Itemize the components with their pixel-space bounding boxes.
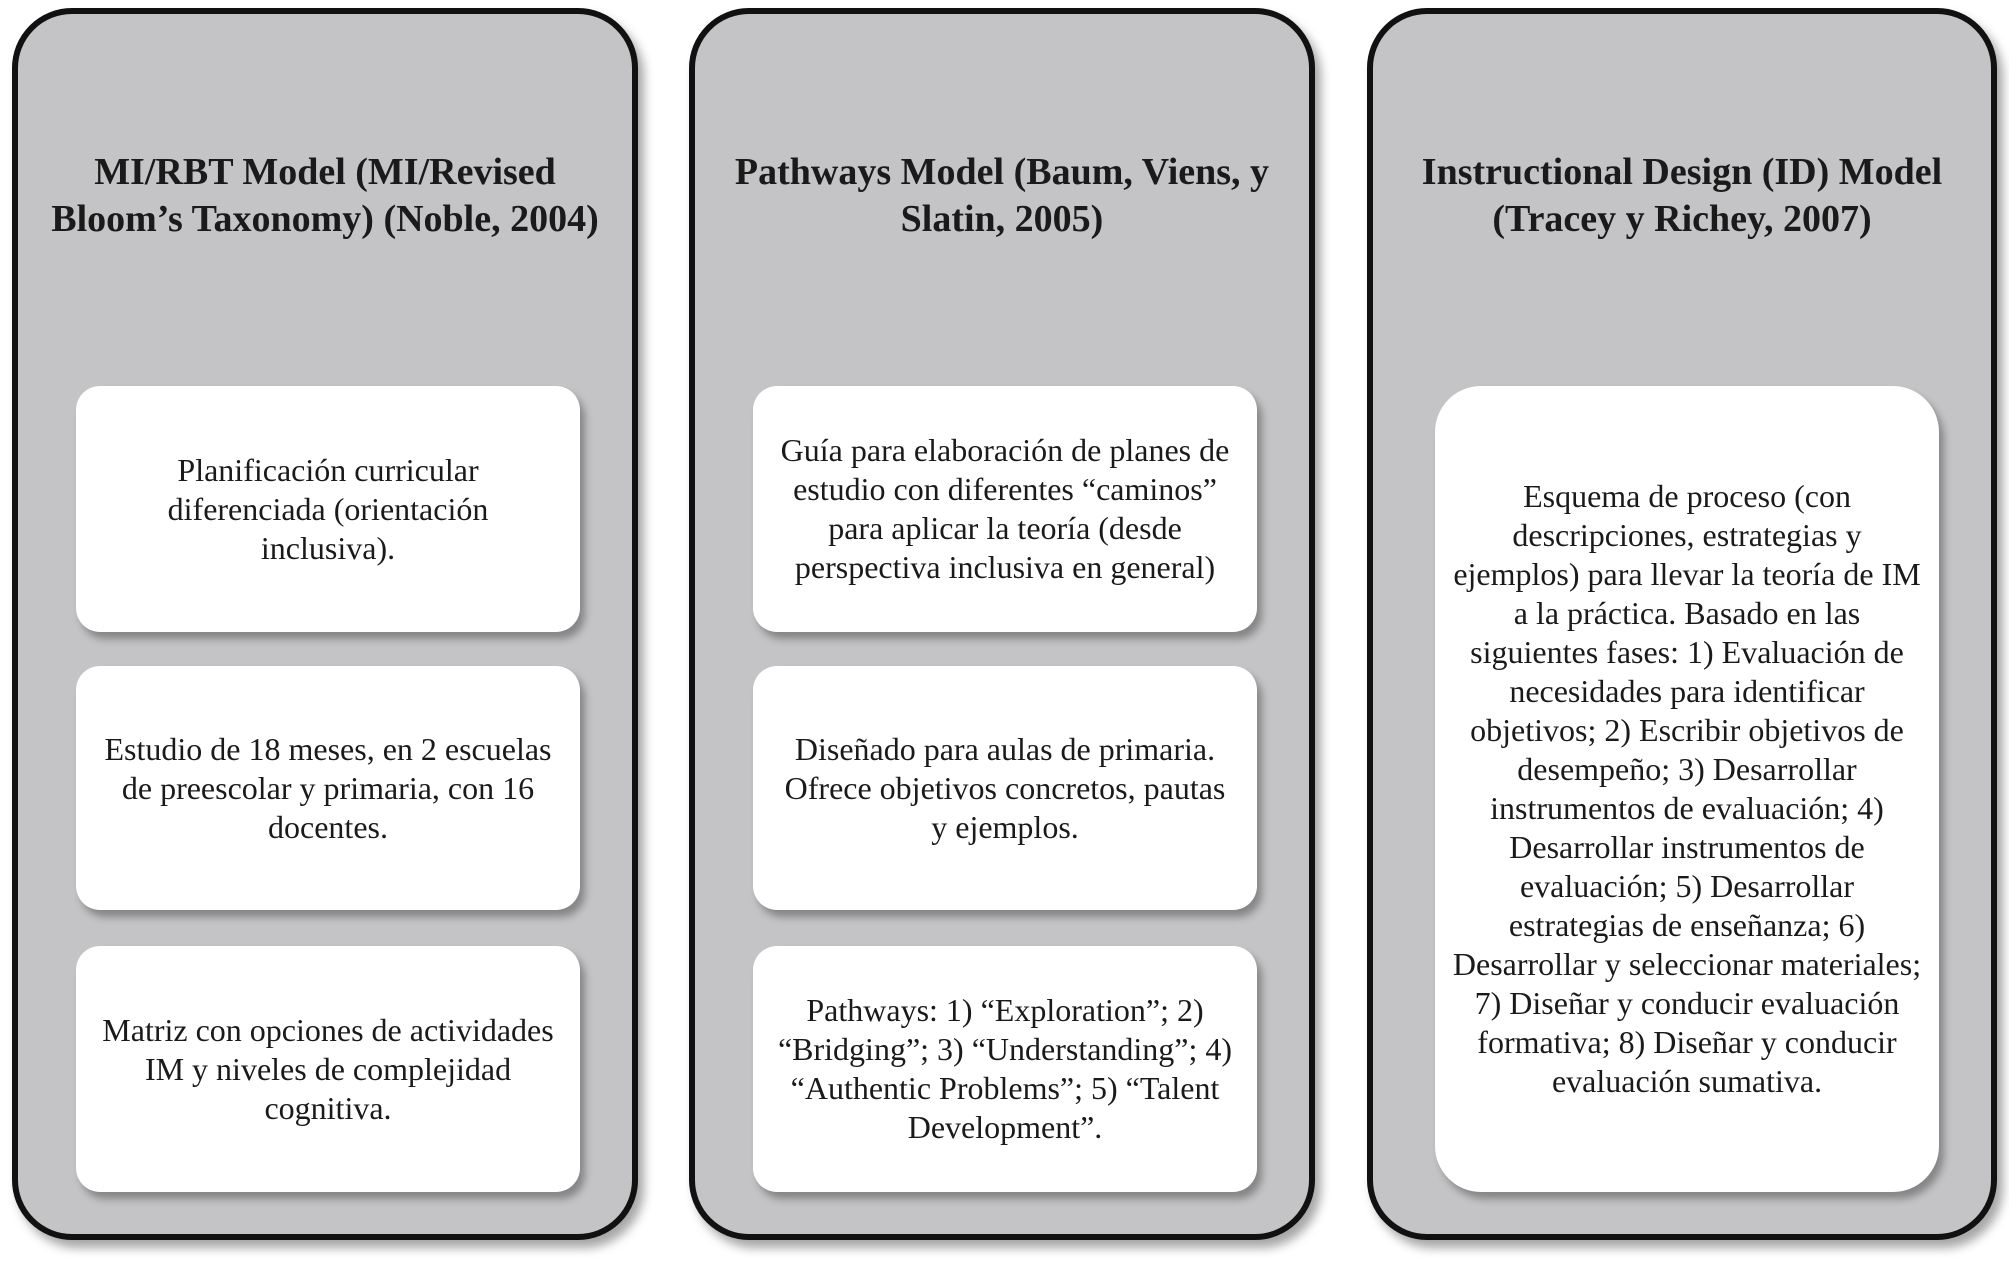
model-column-instructional-design bbox=[1367, 8, 1997, 1240]
column-title: MI/RBT Model (MI/Revised Bloom’s Taxonomy) (Noble, 2004) bbox=[51, 151, 599, 240]
info-card: Estudio de 18 meses, en 2 escuelas de preescolar y primaria, con 16 docentes. bbox=[76, 666, 580, 910]
column-title: Pathways Model (Baum, Viens, y Slatin, 2005) bbox=[734, 151, 1270, 240]
info-card: Matriz con opciones de actividades IM y niveles de complejidad cognitiva. bbox=[76, 946, 580, 1192]
column-title: Instructional Design (ID) Model (Tracey y Richey, 2007) bbox=[1421, 151, 1943, 240]
model-column-pathways bbox=[689, 8, 1315, 1240]
info-card: Planificación curricular diferenciada (orientación inclusiva). bbox=[76, 386, 580, 632]
model-column-mi-rbt bbox=[12, 8, 638, 1240]
info-card: Guía para elaboración de planes de estudio con diferentes “caminos” para aplicar la teoría (desde perspectiva inclusiva en general) bbox=[753, 386, 1257, 632]
info-card: Esquema de proceso (con descripciones, estrategias y ejemplos) para llevar la teoría de IM a la práctica. Basado en las siguientes fases: 1) Evaluación de necesidades para identificar objetivos; 2) Escribir objetivos de desempeño; 3) Desarrollar instrumentos de evaluación; 4) Desarrollar instrumentos de evaluación; 5) Desarrollar estrategias de enseñanza; 6) Desarrollar y seleccionar materiales; 7) Diseñar y conducir evaluación formativa; 8) Diseñar y conducir evaluación sumativa. bbox=[1435, 386, 1939, 1192]
info-card: Diseñado para aulas de primaria. Ofrece objetivos concretos, pautas y ejemplos. bbox=[753, 666, 1257, 910]
info-card: Pathways: 1) “Exploration”; 2) “Bridging”; 3) “Understanding”; 4) “Authentic Problems”; 5) “Talent Development”. bbox=[753, 946, 1257, 1192]
